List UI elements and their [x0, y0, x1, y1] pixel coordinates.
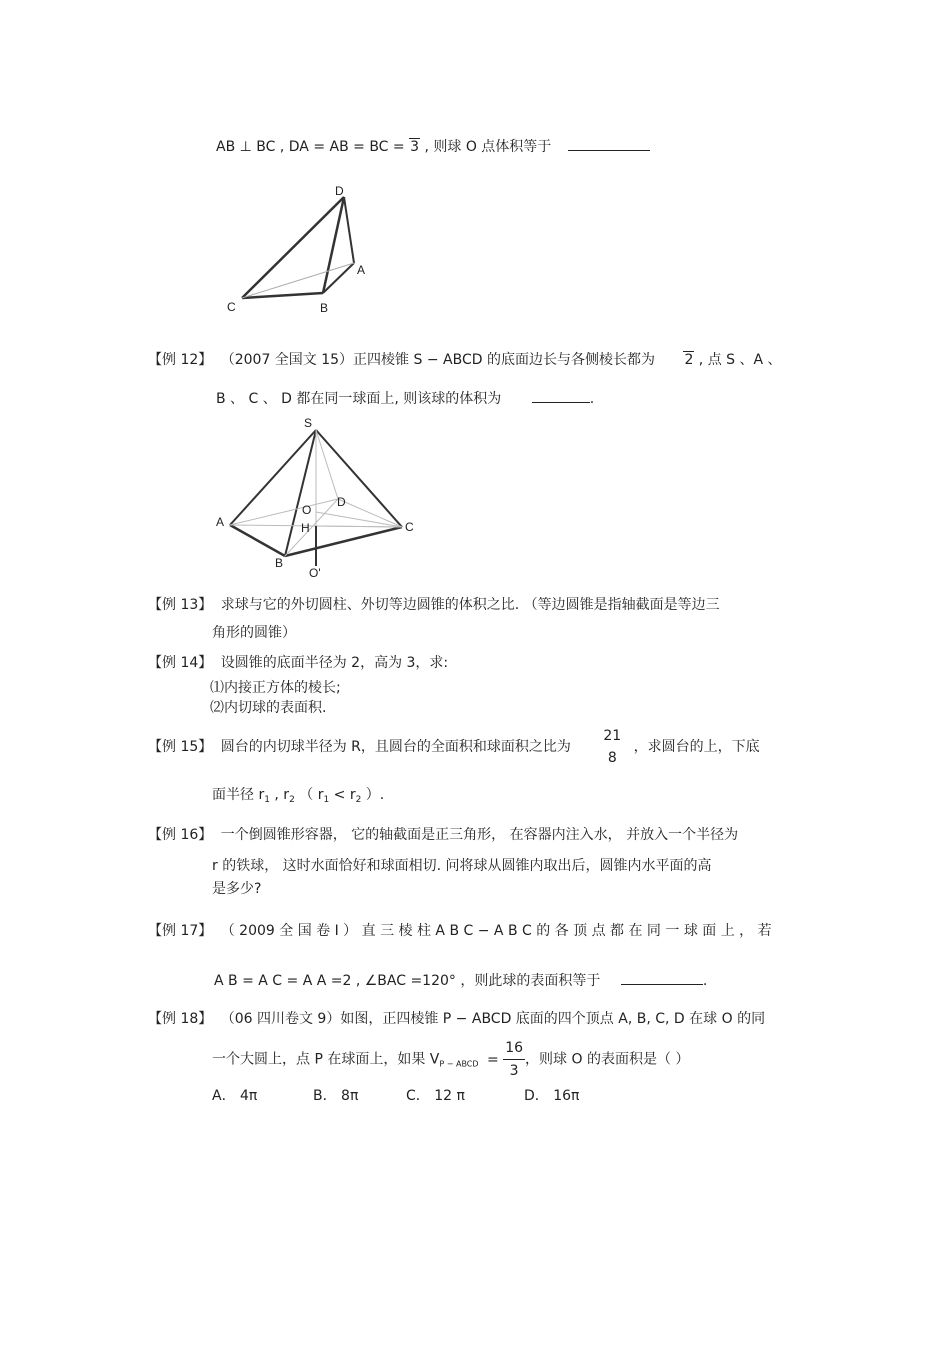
ex15-fraction — [601, 725, 623, 769]
ex14-line1: 设圆锥的底面半径为 2，高为 3，求: — [220, 655, 449, 671]
option-c: C． 12 π — [406, 1088, 465, 1104]
example-16 — [148, 824, 738, 844]
ex18-tag: 【例 18】 — [148, 1011, 213, 1027]
example-18 — [148, 1008, 765, 1028]
ex15-frac-den: 8 — [607, 750, 617, 766]
example-12 — [148, 349, 782, 369]
label-d: D — [335, 184, 344, 198]
example-17 — [148, 920, 772, 940]
option-d: D． 16π — [524, 1088, 580, 1104]
ex15-line2e: ）. — [361, 787, 385, 803]
ex13-line1: 求球与它的外切圆柱、外切等边圆锥的体积之比. （等边圆锥是指轴截面是等边三 — [220, 597, 720, 613]
ex17-line2-end: . — [702, 973, 708, 989]
label-a2: A — [216, 515, 225, 529]
ex14-item1: ⑴内接正方体的棱长; — [210, 680, 341, 696]
example-16-line2 — [212, 855, 712, 875]
ex18-line2a: 一个大圆上，点 P 在球面上，如果 V — [212, 1051, 440, 1068]
ex12-tag: 【例 12】 — [148, 352, 213, 368]
ex17-line1: （ 2009 全 国 卷 I ） 直 三 棱 柱 A B C − A B C 的 各 顶 点 都 在 同 一 球 面 上 ， 若 — [220, 923, 772, 939]
label-o-prime: O' — [309, 566, 321, 580]
example-12-line2 — [216, 388, 594, 408]
ex18-frac-den: 3 — [509, 1063, 519, 1079]
ex15-tag: 【例 15】 — [148, 739, 213, 755]
option-a: A． 4π — [212, 1088, 258, 1104]
sub-4: 2 — [355, 795, 362, 805]
answer-blank — [568, 138, 650, 151]
ex15-line1a: 圆台的内切球半径为 R，且圆台的全面积和球面积之比为 — [220, 739, 571, 755]
label-s: S — [304, 416, 313, 430]
example-14 — [148, 652, 448, 672]
ex16-tag: 【例 16】 — [148, 827, 213, 843]
example-16-line3 — [212, 878, 261, 898]
ex14-tag: 【例 14】 — [148, 655, 213, 671]
ex14-item2: ⑵内切球的表面积. — [210, 700, 327, 716]
ex17-blank — [621, 972, 703, 985]
label-b: B — [320, 301, 329, 315]
ex12-line1a: （2007 全国文 15）正四棱锥 S − ABCD 的底面边长与各侧棱长都为 — [220, 352, 655, 368]
label-h: H — [301, 521, 310, 535]
ex12-line2-end: . — [589, 391, 595, 407]
ex18-frac-num: 16 — [503, 1037, 525, 1060]
example-13-line2 — [212, 622, 296, 642]
edge-da — [344, 197, 354, 263]
ex15-line2d: < r — [329, 787, 356, 803]
ex18-vsub: P − ABCD — [439, 1059, 479, 1069]
example-13 — [148, 594, 720, 614]
example-14-item2 — [210, 697, 326, 717]
top-condition: AB ⊥ BC , DA = AB = BC = — [216, 139, 410, 155]
label-c2: C — [405, 520, 414, 534]
ex15-line2a: 面半径 r — [212, 787, 265, 803]
label-b2: B — [275, 556, 284, 570]
ex15-line2c: （ r — [294, 787, 324, 803]
ex16-line1: 一个倒圆锥形容器， 它的轴截面是正三角形， 在容器内注入水， 并放入一个半径为 — [220, 827, 739, 843]
example-17-line2 — [214, 970, 707, 990]
ex15-line1b: ，求圆台的上，下底 — [633, 739, 760, 755]
example-15-line2 — [212, 784, 384, 805]
example-14-item1 — [210, 677, 341, 697]
ex17-line2: A B = A C = A A =2 , ∠BAC =120° ，则此球的表面积等于 — [214, 973, 601, 989]
sub-3: 1 — [323, 795, 330, 805]
figure-pyramid — [210, 414, 430, 584]
ex12-blank — [532, 390, 590, 403]
top-line — [216, 136, 650, 156]
ex13-tag: 【例 13】 — [148, 597, 213, 613]
figure-tetrahedron — [220, 180, 380, 320]
ex12-sqrt: 2 — [684, 352, 694, 368]
sub-2: 2 — [289, 795, 295, 805]
ex18-line1: （06 四川卷文 9）如图，正四棱锥 P − ABCD 底面的四个顶点 A, B, C, D 在球 O 的同 — [220, 1011, 766, 1027]
example-15 — [148, 725, 760, 769]
label-c: C — [227, 300, 236, 314]
top-question: , 则球 O 点体积等于 — [420, 139, 552, 155]
top-sqrt: 3 — [410, 139, 420, 155]
label-a: A — [357, 263, 366, 277]
ex17-tag: 【例 17】 — [148, 923, 213, 939]
edge-cd — [242, 197, 344, 298]
ex15-frac-num: 21 — [603, 728, 622, 744]
ex18-eq: = — [482, 1051, 499, 1068]
ex16-line2: r 的铁球， 这时水面恰好和球面相切. 问将球从圆锥内取出后，圆锥内水平面的高 — [212, 858, 712, 874]
ex18-line2b: ，则球 O 的表面积是（ ） — [525, 1051, 690, 1068]
sub-1: 1 — [264, 795, 270, 805]
label-o: O — [302, 503, 312, 517]
example-18-line2 — [212, 1037, 689, 1082]
ex13-line2: 角形的圆锥） — [212, 625, 296, 641]
label-d2: D — [337, 495, 346, 509]
ex15-line2b: , r — [269, 787, 290, 803]
edge-db — [323, 197, 344, 293]
ex12-line2: B 、 C 、 D 都在同一球面上, 则该球的体积为 — [216, 391, 502, 407]
ex12-line1b: , 点 S 、A 、 — [694, 352, 782, 368]
example-18-options — [212, 1085, 579, 1105]
ex18-fraction — [503, 1037, 525, 1082]
option-b: B． 8π — [313, 1088, 359, 1104]
ex16-line3: 是多少? — [212, 881, 262, 897]
